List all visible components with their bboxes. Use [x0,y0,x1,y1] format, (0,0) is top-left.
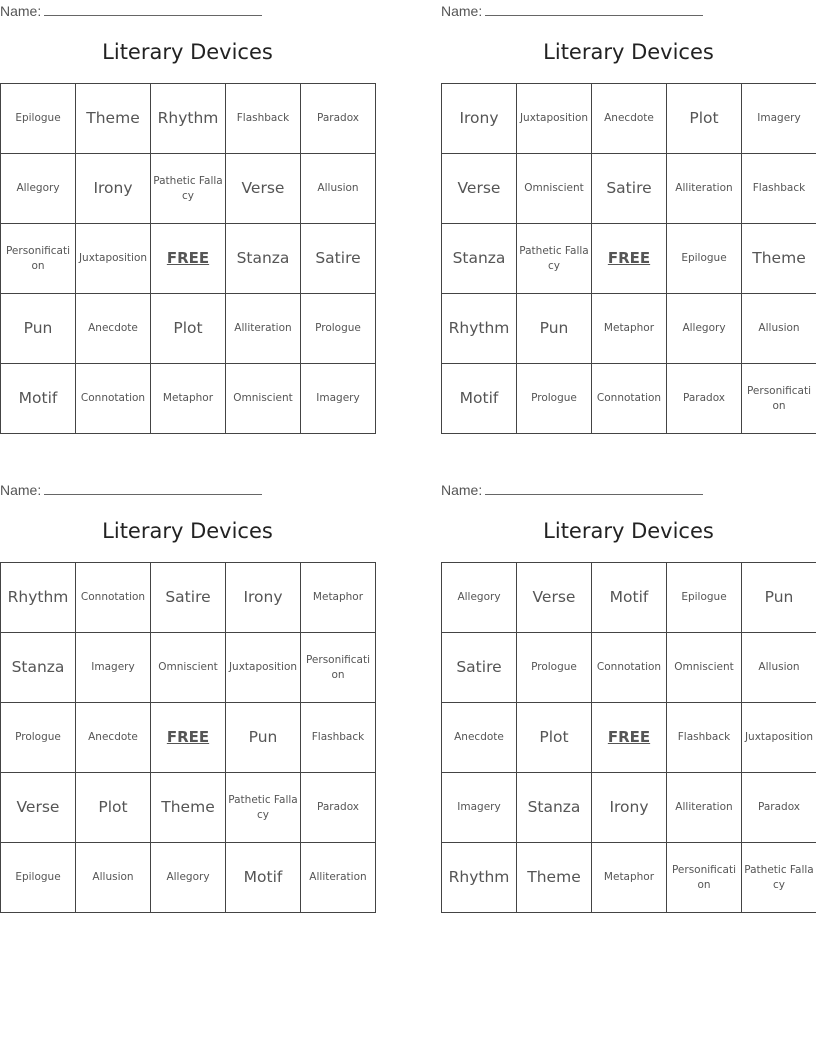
card-title: Literary Devices [102,40,273,64]
grid-cell: Rhythm [1,563,76,633]
grid-cell: Motif [592,563,667,633]
grid-cell: Stanza [226,224,301,294]
name-field [0,482,262,498]
grid-cell: Theme [517,843,592,913]
grid-row [1,703,376,773]
grid-cell: Pathetic Fallacy [226,773,301,843]
grid-cell: Paradox [301,84,376,154]
grid-cell: Paradox [742,773,816,843]
grid-cell: Pun [517,294,592,364]
grid-row [442,154,816,224]
grid-cell: Plot [667,84,742,154]
grid-cell: Omniscient [667,633,742,703]
grid-cell: Rhythm [442,294,517,364]
grid-cell: Satire [442,633,517,703]
grid-cell: Pun [226,703,301,773]
grid-cell: Connotation [76,563,151,633]
grid-cell: Verse [517,563,592,633]
grid-cell: Anecdote [76,294,151,364]
bingo-grid [441,83,816,434]
grid-cell: Pun [1,294,76,364]
grid-cell: Epilogue [1,84,76,154]
free-space-cell: FREE [592,224,667,294]
grid-cell: Anecdote [76,703,151,773]
grid-cell: Motif [1,364,76,434]
grid-cell: Alliteration [226,294,301,364]
grid-row [1,364,376,434]
grid-cell: Anecdote [442,703,517,773]
grid-cell: Rhythm [442,843,517,913]
grid-cell: Juxtaposition [76,224,151,294]
bingo-card [0,479,375,899]
grid-cell: Theme [151,773,226,843]
grid-cell: Imagery [76,633,151,703]
grid-row [1,154,376,224]
name-label: Name: [441,482,483,498]
name-field [441,482,703,498]
grid-cell: Irony [592,773,667,843]
grid-cell: Allusion [76,843,151,913]
grid-cell: Juxtaposition [742,703,816,773]
bingo-grid [0,562,376,913]
grid-row [442,364,816,434]
grid-cell: Plot [517,703,592,773]
name-label: Name: [0,482,42,498]
grid-cell: Epilogue [667,224,742,294]
grid-cell: Alliteration [667,773,742,843]
grid-cell: Personification [1,224,76,294]
name-blank-line [44,483,262,495]
grid-cell: Omniscient [517,154,592,224]
grid-cell: Satire [151,563,226,633]
grid-cell: Flashback [301,703,376,773]
grid-cell: Flashback [667,703,742,773]
name-field [0,3,262,19]
grid-row [442,294,816,364]
grid-cell: Allusion [742,633,816,703]
grid-cell: Connotation [592,633,667,703]
name-label: Name: [0,3,42,19]
grid-cell: Pathetic Fallacy [151,154,226,224]
grid-cell: Metaphor [592,843,667,913]
grid-row [442,224,816,294]
grid-cell: Paradox [301,773,376,843]
bingo-grid [0,83,376,434]
grid-cell: Verse [226,154,301,224]
name-label: Name: [441,3,483,19]
grid-row [442,843,816,913]
grid-cell: Alliteration [301,843,376,913]
grid-cell: Connotation [592,364,667,434]
card-title: Literary Devices [102,519,273,543]
grid-row [442,84,816,154]
grid-cell: Irony [226,563,301,633]
grid-row [1,773,376,843]
grid-row [442,703,816,773]
grid-cell: Imagery [742,84,816,154]
grid-cell: Allegory [1,154,76,224]
grid-cell: Motif [226,843,301,913]
grid-cell: Satire [301,224,376,294]
bingo-grid [441,562,816,913]
name-field [441,3,703,19]
bingo-card [441,479,816,899]
grid-cell: Prologue [517,633,592,703]
grid-cell: Irony [442,84,517,154]
grid-cell: Satire [592,154,667,224]
grid-cell: Prologue [1,703,76,773]
grid-row [442,633,816,703]
name-blank-line [485,4,703,16]
bingo-card [441,0,816,420]
grid-cell: Personification [301,633,376,703]
grid-row [1,843,376,913]
grid-cell: Theme [76,84,151,154]
grid-cell: Verse [442,154,517,224]
grid-cell: Allusion [301,154,376,224]
card-title: Literary Devices [543,40,714,64]
grid-cell: Metaphor [151,364,226,434]
grid-cell: Connotation [76,364,151,434]
grid-cell: Anecdote [592,84,667,154]
grid-cell: Personification [742,364,816,434]
name-blank-line [485,483,703,495]
grid-row [1,633,376,703]
grid-cell: Alliteration [667,154,742,224]
grid-cell: Stanza [517,773,592,843]
grid-cell: Plot [76,773,151,843]
grid-row [1,294,376,364]
grid-cell: Flashback [742,154,816,224]
free-space-cell: FREE [151,224,226,294]
free-space-cell: FREE [151,703,226,773]
grid-cell: Epilogue [1,843,76,913]
grid-cell: Allegory [667,294,742,364]
grid-cell: Allegory [151,843,226,913]
card-title: Literary Devices [543,519,714,543]
grid-cell: Stanza [442,224,517,294]
name-blank-line [44,4,262,16]
grid-cell: Juxtaposition [226,633,301,703]
grid-cell: Allegory [442,563,517,633]
grid-row [1,224,376,294]
grid-cell: Paradox [667,364,742,434]
grid-cell: Epilogue [667,563,742,633]
free-space-cell: FREE [592,703,667,773]
grid-row [442,563,816,633]
grid-cell: Omniscient [226,364,301,434]
grid-cell: Rhythm [151,84,226,154]
grid-cell: Personification [667,843,742,913]
grid-cell: Plot [151,294,226,364]
grid-cell: Theme [742,224,816,294]
grid-cell: Irony [76,154,151,224]
grid-cell: Juxtaposition [517,84,592,154]
grid-cell: Flashback [226,84,301,154]
grid-cell: Prologue [301,294,376,364]
grid-cell: Imagery [442,773,517,843]
grid-cell: Imagery [301,364,376,434]
grid-cell: Metaphor [592,294,667,364]
grid-cell: Motif [442,364,517,434]
grid-cell: Pun [742,563,816,633]
grid-cell: Metaphor [301,563,376,633]
grid-cell: Verse [1,773,76,843]
grid-cell: Omniscient [151,633,226,703]
grid-row [1,563,376,633]
grid-cell: Stanza [1,633,76,703]
grid-cell: Allusion [742,294,816,364]
bingo-card [0,0,375,420]
grid-row [1,84,376,154]
grid-cell: Pathetic Fallacy [742,843,816,913]
grid-row [442,773,816,843]
grid-cell: Pathetic Fallacy [517,224,592,294]
grid-cell: Prologue [517,364,592,434]
